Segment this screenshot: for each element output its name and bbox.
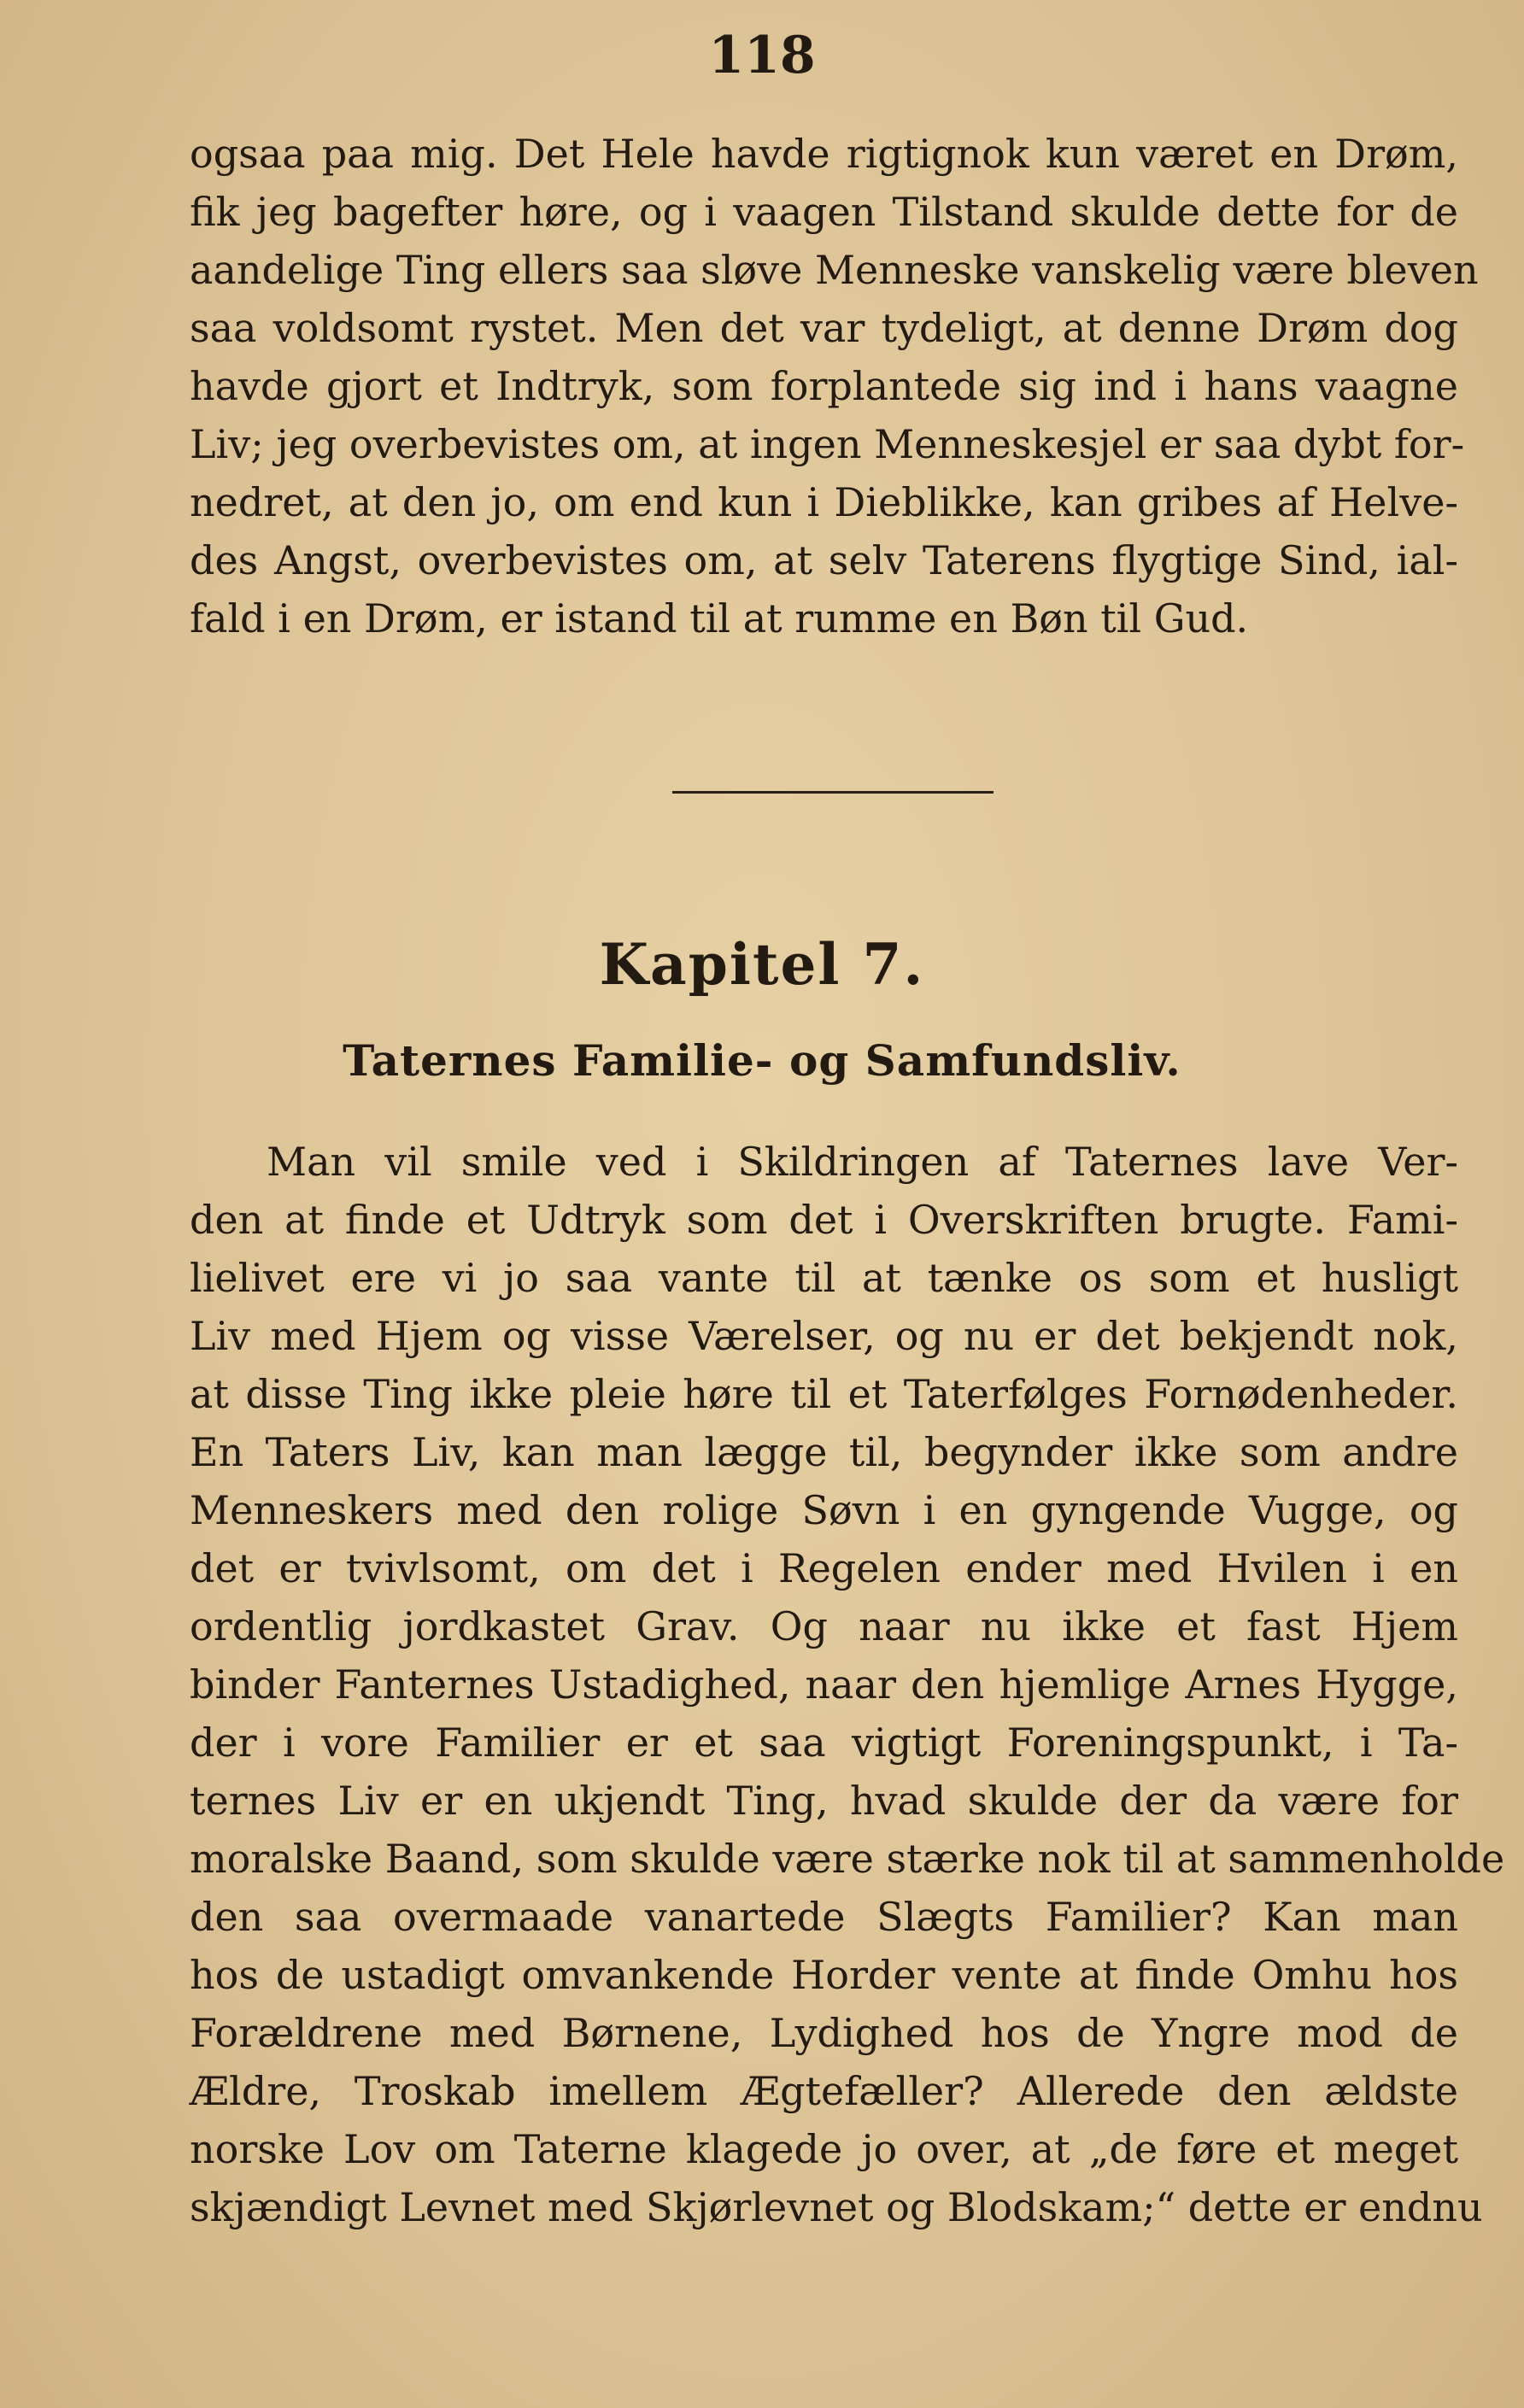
text-line: havde gjort et Indtryk, som forplantede sig ind i hans vaagne [190,363,1458,409]
text-line: fik jeg bagefter høre, og i vaagen Tilstand skulde dette for de [190,189,1458,235]
chapter-subtitle: Taternes Familie- og Samfundsliv. [343,1035,1181,1086]
text-line: ternes Liv er en ukjendt Ting, hvad skulde der da være for [190,1778,1458,1824]
chapter-title: Kapitel 7. [599,931,925,998]
text-line: saa voldsomt rystet. Men det var tydeligt, at denne Drøm dog [190,305,1458,351]
text-line: norske Lov om Taterne klagede jo over, at „de føre et meget [190,2126,1458,2172]
text-line: nedret, at den jo, om end kun i Dieblikke, kan gribes af Helve- [190,479,1458,525]
paragraph-1 [190,125,1479,647]
section-divider [672,791,994,794]
text-line: skjændigt Levnet med Skjørlevnet og Blodskam;“ dette er endnu [190,2184,1483,2230]
text-line: ogsaa paa mig. Det Hele havde rigtignok kun været en Drøm, [190,131,1458,177]
text-line: En Taters Liv, kan man lægge til, begynder ikke som andre [190,1429,1458,1475]
text-line: Ældre, Troskab imellem Ægtefæller? Allerede den ældste [190,2068,1458,2114]
paragraph-2 [190,1133,1505,2236]
text-line: der i vore Familier er et saa vigtigt Foreningspunkt, i Ta- [190,1720,1458,1766]
text-line: Liv med Hjem og visse Værelser, og nu er det bekjendt nok, [190,1313,1458,1359]
text-line: des Angst, overbevistes om, at selv Taterens flygtige Sind, ial- [190,537,1458,583]
text-line: at disse Ting ikke pleie høre til et Taterfølges Fornødenheder. [190,1371,1458,1417]
text-line: den at finde et Udtryk som det i Overskriften brugte. Fami- [190,1197,1458,1243]
text-line: Man vil smile ved i Skildringen af Taternes lave Ver- [267,1139,1458,1185]
text-line: ordentlig jordkastet Grav. Og naar nu ikke et fast Hjem [190,1603,1458,1649]
text-line: Liv; jeg overbevistes om, at ingen Menneskesjel er saa dybt for- [190,421,1465,467]
text-line: fald i en Drøm, er istand til at rumme en Bøn til Gud. [190,595,1249,642]
text-line: lielivet ere vi jo saa vante til at tænke os som et husligt [190,1255,1458,1301]
text-line: hos de ustadigt omvankende Horder vente at finde Omhu hos [190,1952,1458,1998]
text-line: Forældrene med Børnene, Lydighed hos de Yngre mod de [190,2010,1458,2056]
text-line: det er tvivlsomt, om det i Regelen ender med Hvilen i en [190,1545,1458,1591]
page-number: 118 [708,26,816,85]
text-line: moralske Baand, som skulde være stærke nok til at sammenholde [190,1836,1505,1882]
text-line: aandelige Ting ellers saa sløve Menneske vanskelig være bleven [190,247,1479,293]
text-line: den saa overmaade vanartede Slægts Familier? Kan man [190,1894,1458,1940]
text-line: Menneskers med den rolige Søvn i en gyngende Vugge, og [190,1487,1458,1533]
text-line: binder Fanternes Ustadighed, naar den hjemlige Arnes Hygge, [190,1661,1458,1708]
